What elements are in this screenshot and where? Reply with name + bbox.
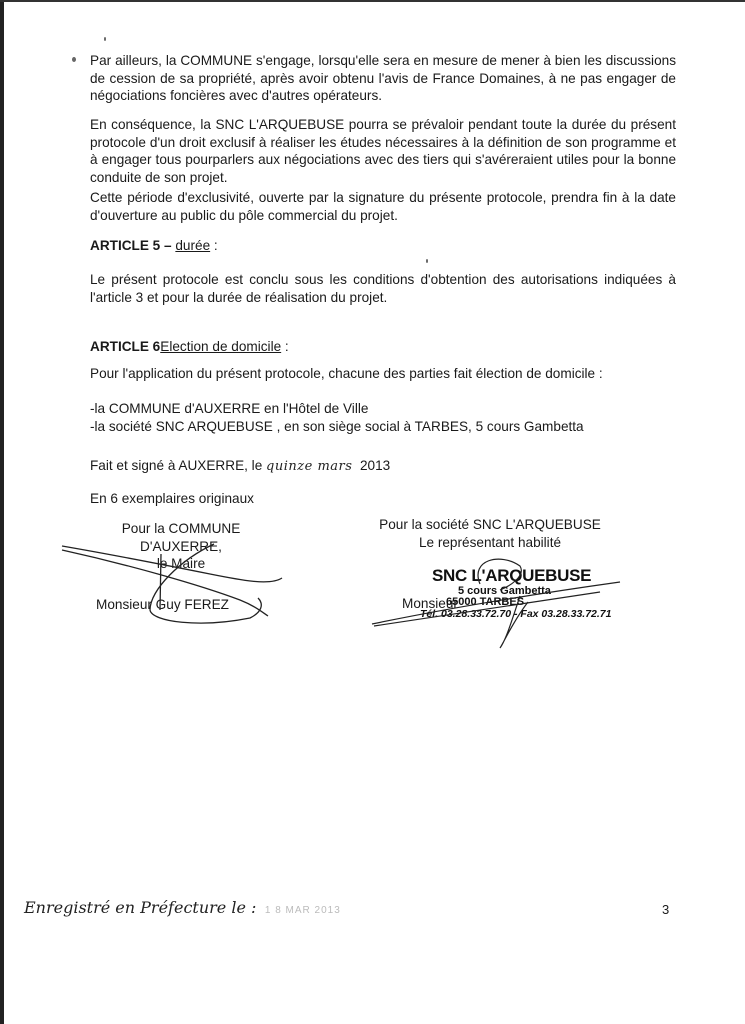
article-5-title: durée bbox=[175, 238, 211, 253]
stamp-company: SNC L'ARQUEBUSE bbox=[432, 566, 592, 585]
signatory-snc-line1: Pour la société SNC L'ARQUEBUSE bbox=[379, 517, 601, 532]
scan-edge bbox=[0, 0, 4, 1024]
article-6-heading bbox=[90, 338, 289, 356]
scan-speck bbox=[426, 259, 428, 263]
stamp-contact: Tél. 03.28.33.72.70 - Fax 03.28.33.72.71 bbox=[420, 608, 612, 620]
scan-edge-top bbox=[0, 0, 745, 2]
paragraph-exclusivity-period: Cette période d'exclusivité, ouverte par la signature du présente protocole, prendra fin à la date d'ouverture au public du pôle commercial du projet. bbox=[90, 190, 676, 223]
article-6-title: Election de domicile bbox=[160, 339, 282, 354]
scan-speck bbox=[104, 37, 106, 41]
domicile-commune: -la COMMUNE d'AUXERRE en l'Hôtel de Ville bbox=[90, 401, 369, 416]
signatory-snc-name-prefix: Monsieur bbox=[402, 596, 458, 611]
signed-line bbox=[90, 457, 676, 476]
signatory-snc bbox=[360, 516, 620, 551]
handwritten-registration: Enregistré en Préfecture le : bbox=[24, 898, 257, 917]
faded-date-stamp: 1 8 MAR 2013 bbox=[264, 905, 341, 916]
page-number: 3 bbox=[662, 902, 670, 917]
article-5-heading bbox=[90, 237, 218, 255]
stamp-address-city: 65000 TARBES bbox=[446, 596, 525, 608]
signatory-commune-line1: Pour la COMMUNE D'AUXERRE, bbox=[121, 521, 241, 554]
signed-prefix: Fait et signé à AUXERRE, le bbox=[90, 458, 263, 473]
article-5-text: Le présent protocole est conclu sous les conditions d'obtention des autorisations indiquées à l'article 3 et pour la durée de réalisation du projet. bbox=[90, 272, 676, 305]
domicile-snc: -la société SNC ARQUEBUSE , en son siège social à TARBES, 5 cours Gambetta bbox=[90, 418, 584, 434]
scan-speck bbox=[72, 57, 76, 62]
handwritten-date: quinze mars bbox=[266, 459, 353, 474]
article-5-suffix: : bbox=[210, 238, 218, 253]
paragraph-exclusive-right: En conséquence, la SNC L'ARQUEBUSE pourra se prévaloir pendant toute la durée du présent protocole d'un droit exclusif à réaliser les études nécessaires à la définition de son programme et à engager tous pourparlers aux négociations avec des tiers qui s'avéreraient utiles pour la bonne conduite de son projet. bbox=[90, 117, 676, 185]
article-6-suffix: : bbox=[281, 339, 289, 354]
signatory-commune-line2: le Maire bbox=[156, 556, 206, 572]
signatory-commune bbox=[86, 520, 276, 573]
article-5-label: ARTICLE 5 – bbox=[90, 238, 172, 253]
signatory-commune-name: Monsieur Guy FEREZ bbox=[96, 597, 229, 612]
domicile-list bbox=[90, 400, 676, 435]
prefecture-registration-note bbox=[24, 898, 341, 918]
signatory-snc-line2: Le représentant habilité bbox=[418, 534, 562, 550]
stamp-address-street: 5 cours Gambetta bbox=[458, 585, 551, 597]
paragraph-commune-engagement: Par ailleurs, la COMMUNE s'engage, lorsqu'elle sera en mesure de mener à bien les discussions de cession de sa propriété, après avoir obtenu l'avis de France Domaines, à ne pas engager de négociations foncières avec d'autres opérateurs. bbox=[90, 53, 676, 104]
copies-line: En 6 exemplaires originaux bbox=[90, 491, 254, 506]
article-6-intro: Pour l'application du présent protocole, chacune des parties fait élection de domicile : bbox=[90, 366, 603, 381]
article-6-label: ARTICLE 6 bbox=[90, 339, 161, 354]
signed-year: 2013 bbox=[359, 458, 391, 473]
